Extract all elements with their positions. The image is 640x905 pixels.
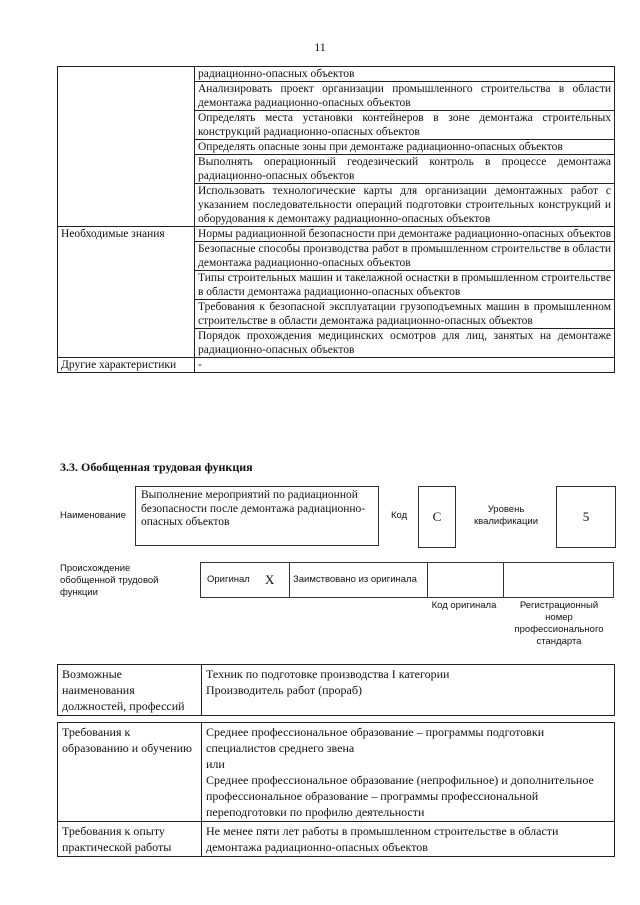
other-characteristics-value: - <box>195 358 615 373</box>
original-cell <box>201 563 290 597</box>
code-of-original-label: Код оригинала <box>431 600 497 611</box>
education-values <box>202 723 615 822</box>
skill-cell: Выполнять операционный геодезический контроль в процессе демонтажа радиационно-опасных объектов <box>195 155 615 184</box>
level-value-box: 5 <box>556 486 616 548</box>
knowledge-cell: Безопасные способы производства работ в промышленном строительстве в области демонтажа радиационно-опасных объектов <box>195 242 615 271</box>
original-label: Оригинал <box>207 574 250 585</box>
skill-cell: Анализировать проект организации промышленного строительства в области демонтажа радиационно-опасных объектов <box>195 82 615 111</box>
knowledge-cell: Типы строительных машин и такелажной оснастки в промышленном строительстве в области демонтажа радиационно-опасных объектов <box>195 271 615 300</box>
skill-cell: Определять места установки контейнеров в зоне демонтажа строительных конструкций радиационно-опасных объектов <box>195 111 615 140</box>
borrowed-cell <box>289 563 428 597</box>
skills-knowledge-table <box>57 66 615 373</box>
positions-table <box>57 664 615 716</box>
page-number: 11 <box>314 40 326 54</box>
borrowed-label: Заимствовано из оригинала <box>293 574 417 585</box>
reg-number-label: Регистрационный номер профессионального стандарта <box>514 600 604 647</box>
table-row <box>58 227 615 242</box>
reg-number-cell <box>503 563 613 597</box>
table-row <box>58 67 615 82</box>
knowledge-label: Необходимые знания <box>58 227 195 358</box>
knowledge-cell: Нормы радиационной безопасности при демонтаже радиационно-опасных объектов <box>195 227 615 242</box>
positions-values <box>202 665 615 716</box>
name-label: Наименование <box>60 510 126 521</box>
knowledge-cell: Порядок прохождения медицинских осмотров для лиц, занятых на демонтаже радиационно-опасных объектов <box>195 329 615 358</box>
experience-value: Не менее пяти лет работы в промышленном строительстве в области демонтажа радиационно-опасных объектов <box>202 822 615 857</box>
origin-row <box>200 562 614 598</box>
section-heading: 3.3. Обобщенная трудовая функция <box>60 460 253 474</box>
position-item: Техник по подготовке производства I категории <box>206 667 450 681</box>
education-line: или <box>206 757 225 771</box>
education-line: Среднее профессиональное образование – программы подготовки специалистов среднего звена <box>206 725 545 755</box>
origin-label: Происхождение обобщенной трудовой функции <box>60 563 159 598</box>
education-line: Среднее профессиональное образование (непрофильное) и дополнительное профессиональное образование – программы профессиональной переподготовки по профилю деятельности <box>206 773 594 819</box>
skills-label-cell <box>58 67 195 227</box>
education-label: Требования к образованию и обучению <box>58 723 202 822</box>
code-of-original-cell <box>427 563 504 597</box>
level-label: Уровень квалификации <box>473 504 539 527</box>
code-value-box: C <box>418 486 456 548</box>
requirements-table <box>57 722 615 857</box>
position-item: Производитель работ (прораб) <box>206 683 362 697</box>
positions-label: Возможные наименования должностей, профессий <box>58 665 202 716</box>
function-name-box: Выполнение мероприятий по радиационной безопасности после демонтажа радиационно-опасных объектов <box>135 486 379 546</box>
other-characteristics-label: Другие характеристики <box>58 358 195 373</box>
table-row <box>58 723 615 822</box>
table-row <box>58 665 615 716</box>
table-row <box>58 822 615 857</box>
skill-cell: радиационно-опасных объектов <box>195 67 615 82</box>
knowledge-cell: Требования к безопасной эксплуатации грузоподъемных машин в промышленном строительстве в области демонтажа радиационно-опасных объектов <box>195 300 615 329</box>
skill-cell: Определять опасные зоны при демонтаже радиационно-опасных объектов <box>195 140 615 155</box>
skill-cell: Использовать технологические карты для организации демонтажных работ с указанием последовательности операций подготовки строительных конструкций и оборудования к демонтажу радиационно-опасных объектов <box>195 184 615 227</box>
table-row <box>58 358 615 373</box>
code-label: Код <box>391 510 408 521</box>
experience-label: Требования к опыту практической работы <box>58 822 202 857</box>
original-mark: X <box>265 572 275 587</box>
